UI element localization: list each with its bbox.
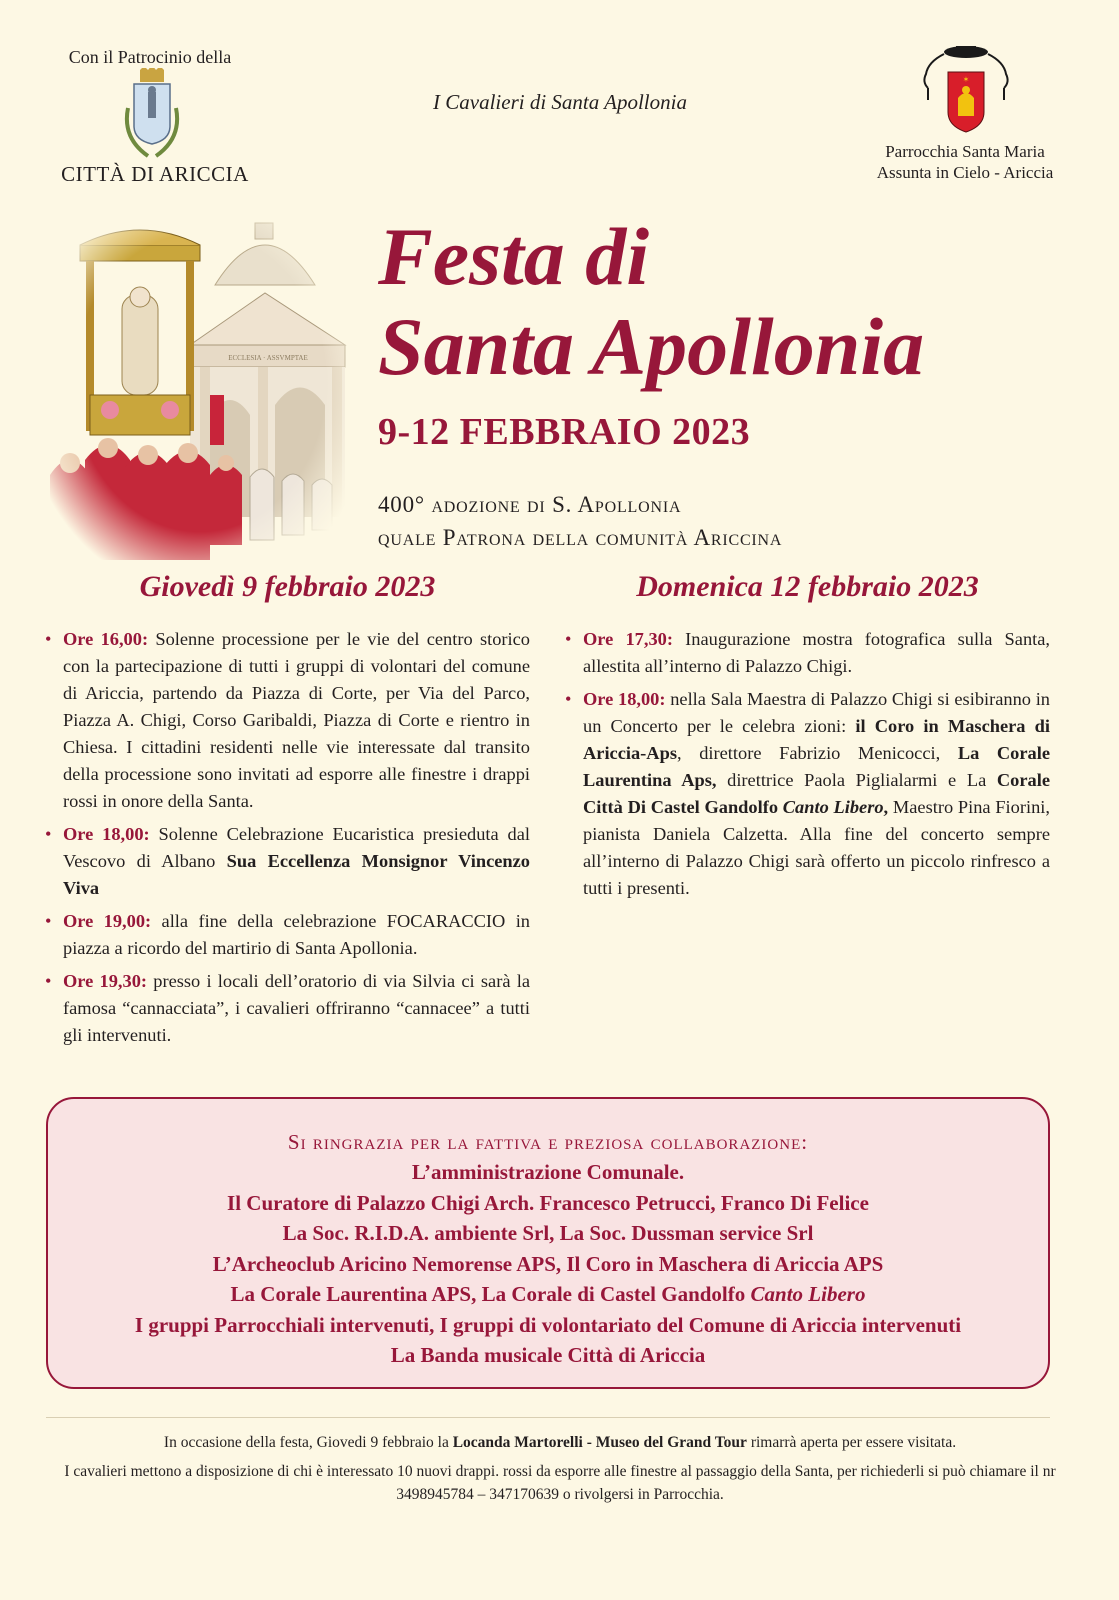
event-celebrant: Sua Eccellenza Monsignor Vincenzo Viva xyxy=(63,851,530,898)
event-time: Ore 19,00: xyxy=(63,911,152,931)
patronage-label: Con il Patrocinio della xyxy=(68,47,232,67)
acknowledgement-line: L’amministrazione Comunale. xyxy=(411,1160,685,1184)
acknowledgement-line: Il Curatore di Palazzo Chigi Arch. Francesco Petrucci, Franco Di Felice xyxy=(227,1190,869,1215)
footer-note-drapes: I cavalieri mettono a disposizione di chi è interessato 10 nuovi drappi. rossi da esporre alle finestre al passaggio della Santa, per richiederli si può chiamare il nr 3498945784 – 347170639 o rivolgersi in Parrocchia. xyxy=(64,1463,1056,1503)
organizer-name: I Cavalieri di Santa Apollonia xyxy=(433,90,687,114)
day1-heading: Giovedì 9 febbraio 2023 xyxy=(139,570,436,603)
day1-event xyxy=(45,626,530,815)
bullet-icon: • xyxy=(565,689,572,709)
event-text: Maestro Pina Fiorini, pianista Daniela Calzetta. Alla fine del concerto sempre all’interno di Palazzo Chigi sarà offerto un piccolo rinfresco a tutti i presenti. xyxy=(583,797,1050,898)
acknowledgement-italic: Canto Libero xyxy=(750,1282,866,1306)
event-title-line2: Santa Apollonia xyxy=(378,301,925,392)
day2-heading: Domenica 12 febbraio 2023 xyxy=(636,570,979,603)
event-text: , direttore Fabrizio Menicocci, xyxy=(676,743,958,763)
event-title xyxy=(378,212,924,392)
city-name: CITTÀ DI ARICCIA xyxy=(61,162,249,186)
procession-painting xyxy=(50,205,350,560)
event-time: Ore 19,30: xyxy=(63,971,148,991)
day2-event xyxy=(565,686,1050,902)
divider xyxy=(46,1417,1050,1418)
event-text: alla fine della celebrazione FOCARACCIO in piazza a ricordo del martirio di Santa Apollonia. xyxy=(63,911,530,958)
parish-name xyxy=(840,141,1090,183)
event-time: Ore 18,00: xyxy=(63,824,150,844)
city-crest-icon xyxy=(118,68,186,164)
bullet-icon: • xyxy=(45,971,52,991)
parish-crest-icon xyxy=(918,42,1014,138)
footer-text: In occasione della festa, Giovedi 9 febbraio la xyxy=(163,1434,453,1451)
footer-text: rimarrà aperta per essere visitata. xyxy=(746,1434,957,1451)
event-time: Ore 16,00: xyxy=(63,629,149,649)
event-text: Solenne Celebrazione Eucaristica presieduta dal Vescovo di Albano xyxy=(63,824,530,871)
performer-name-italic: Canto Libero xyxy=(782,797,884,817)
acknowledgement-text: La Corale Laurentina APS, La Corale di Castel Gandolfo xyxy=(230,1282,751,1306)
event-text: Inaugurazione mostra fotografica sulla Santa, allestita all’interno di Palazzo Chigi. xyxy=(583,629,1051,676)
day1-event xyxy=(45,821,530,902)
acknowledgement-line: L’Archeoclub Aricino Nemorense APS, Il Coro in Maschera di Ariccia APS xyxy=(212,1251,884,1276)
event-title-line1: Festa di xyxy=(378,211,650,302)
event-text: presso i locali dell’oratorio di via Silvia ci sarà la famosa “cannacciata”, i cavalieri offriranno “cannacee” a tutti gli intervenuti. xyxy=(63,971,530,1045)
bullet-icon: • xyxy=(565,629,572,649)
acknowledgement-line: La Banda musicale Città di Ariccia xyxy=(390,1343,706,1367)
event-dates: 9-12 FEBBRAIO 2023 xyxy=(378,411,751,453)
acknowledgements-box xyxy=(46,1097,1050,1389)
day1-schedule xyxy=(45,570,530,1055)
day2-schedule xyxy=(565,570,1050,908)
event-subtitle xyxy=(378,488,782,554)
event-text: Solenne processione per le vie del centro storico con la partecipazione di tutti i gruppi di volontari del comune di Ariccia, partendo da Piazza di Corte, per Via del Parco, Piazza A. Chigi, Corso Garibaldi, Piazza di Corte e rientro in Chiesa. I cittadini residenti nelle vie interessate dal transito della processione sono invitati ad esporre alle finestre i drappi rossi in onore della Santa. xyxy=(63,629,530,811)
parish-name-line2: Assunta in Cielo - Ariccia xyxy=(876,163,1054,182)
performer-name: La Corale Laurentina Aps, xyxy=(583,743,1051,790)
acknowledgements-heading: Si ringrazia per la fattiva e preziosa collaborazione: xyxy=(287,1130,809,1154)
bullet-icon: • xyxy=(45,911,52,931)
event-time: Ore 18,00: xyxy=(583,689,666,709)
performer-name-comma: , xyxy=(883,797,889,817)
footer-note-museum xyxy=(40,1431,1080,1454)
event-text: nella Sala Maestra di Palazzo Chigi si esibiranno in un Concerto per le celebra zioni: xyxy=(583,689,1050,736)
svg-text:✶: ✶ xyxy=(962,75,970,84)
event-subtitle-line1: 400° adozione di S. Apollonia xyxy=(378,492,682,517)
performer-name: Corale Città Di Castel Gandolfo xyxy=(583,770,1050,817)
footer-museum-name: Locanda Martorelli - Museo del Grand Tour xyxy=(452,1434,747,1451)
bullet-icon: • xyxy=(45,824,52,844)
bullet-icon: • xyxy=(45,629,52,649)
acknowledgement-line xyxy=(48,1279,1048,1310)
day1-event xyxy=(45,908,530,962)
parish-name-line1: Parrocchia Santa Maria xyxy=(885,142,1045,161)
acknowledgement-line: I gruppi Parrocchiali intervenuti, I gruppi di volontariato del Comune di Ariccia intervenuti xyxy=(134,1312,962,1337)
day1-event xyxy=(45,968,530,1049)
day2-event xyxy=(565,626,1050,680)
acknowledgement-line: La Soc. R.I.D.A. ambiente Srl, La Soc. Dussman service Srl xyxy=(282,1221,814,1245)
event-subtitle-line2: quale Patrona della comunità Ariccina xyxy=(378,525,783,550)
performer-name: il Coro in Maschera di Ariccia-Aps xyxy=(583,716,1050,763)
event-text: direttrice Paola Piglialarmi e La xyxy=(716,770,997,790)
event-time: Ore 17,30: xyxy=(583,629,673,649)
